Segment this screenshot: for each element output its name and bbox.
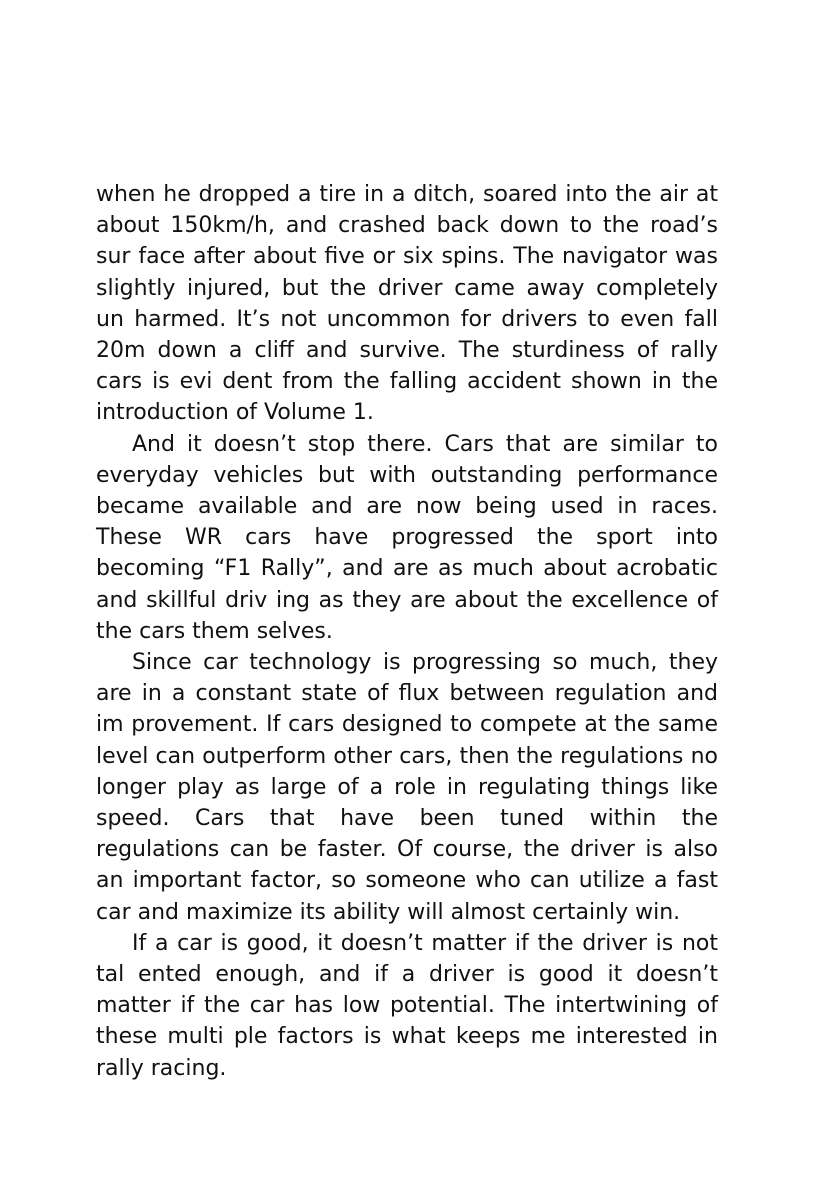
text-line: ented enough, and if a driver is good it doesn’t matter if: [96, 962, 718, 1019]
text-line: harmed. It’s not uncommon for drivers to even fall 20m: [96, 306, 718, 364]
text-line: can outperform other cars, then the regulations no longer: [96, 743, 718, 800]
text-line: in a constant state of flux between regulation and im: [96, 681, 718, 738]
text-line: face after about five or six spins. The navigator was: [138, 244, 718, 270]
text-line: Cars that have been tuned within the regulations can be: [96, 806, 718, 863]
text-line: provement. If cars designed to compete at the same level: [96, 712, 718, 769]
text-line: about 150km/h, and crashed back down to the road’s sur: [96, 213, 718, 270]
text-line: ing as they are about the excellence of the cars them: [96, 587, 719, 644]
text-line: faster. Of course, the driver is also an important factor,: [96, 837, 718, 894]
text-line: when he dropped a tire in a ditch, soared into the air at: [96, 182, 718, 207]
paragraph-2: [96, 429, 718, 647]
text-line: And it doesn’t stop there. Cars that are similar to: [132, 431, 718, 457]
paragraph-1: [96, 179, 718, 429]
text-line: Since car technology is progressing so much, they are: [96, 650, 718, 707]
page-body: [96, 179, 718, 1084]
text-line: so someone who can utilize a fast car and maximize its: [96, 868, 718, 925]
text-line: If a car is good, it doesn’t matter if the driver is not tal: [96, 930, 718, 988]
text-line: ability will almost certainly win.: [332, 899, 681, 925]
text-line: down a cliff and survive. The sturdiness of rally cars is evi: [96, 338, 718, 395]
text-line: became available and are now being used in races. These: [96, 494, 718, 551]
text-line: ple factors is what keeps me interested in rally racing.: [96, 1024, 718, 1081]
paragraph-3: [96, 647, 718, 928]
text-line: slightly injured, but the driver came away completely un: [96, 275, 718, 332]
text-line: play as large of a role in regulating things like speed.: [96, 774, 718, 832]
text-line: of Volume 1.: [235, 400, 374, 426]
text-line: WR cars have progressed the sport into becoming “F1: [96, 525, 718, 582]
text-line: dent from the falling accident shown in the introduction: [96, 369, 718, 426]
text-line: everyday vehicles but with outstanding performance: [96, 462, 718, 488]
text-line: Rally”, and are as much about acrobatic and skillful driv: [96, 556, 718, 613]
text-line: the car has low potential. The intertwining of these multi: [96, 993, 718, 1050]
text-line: selves.: [256, 618, 333, 644]
paragraph-4: [96, 928, 718, 1084]
